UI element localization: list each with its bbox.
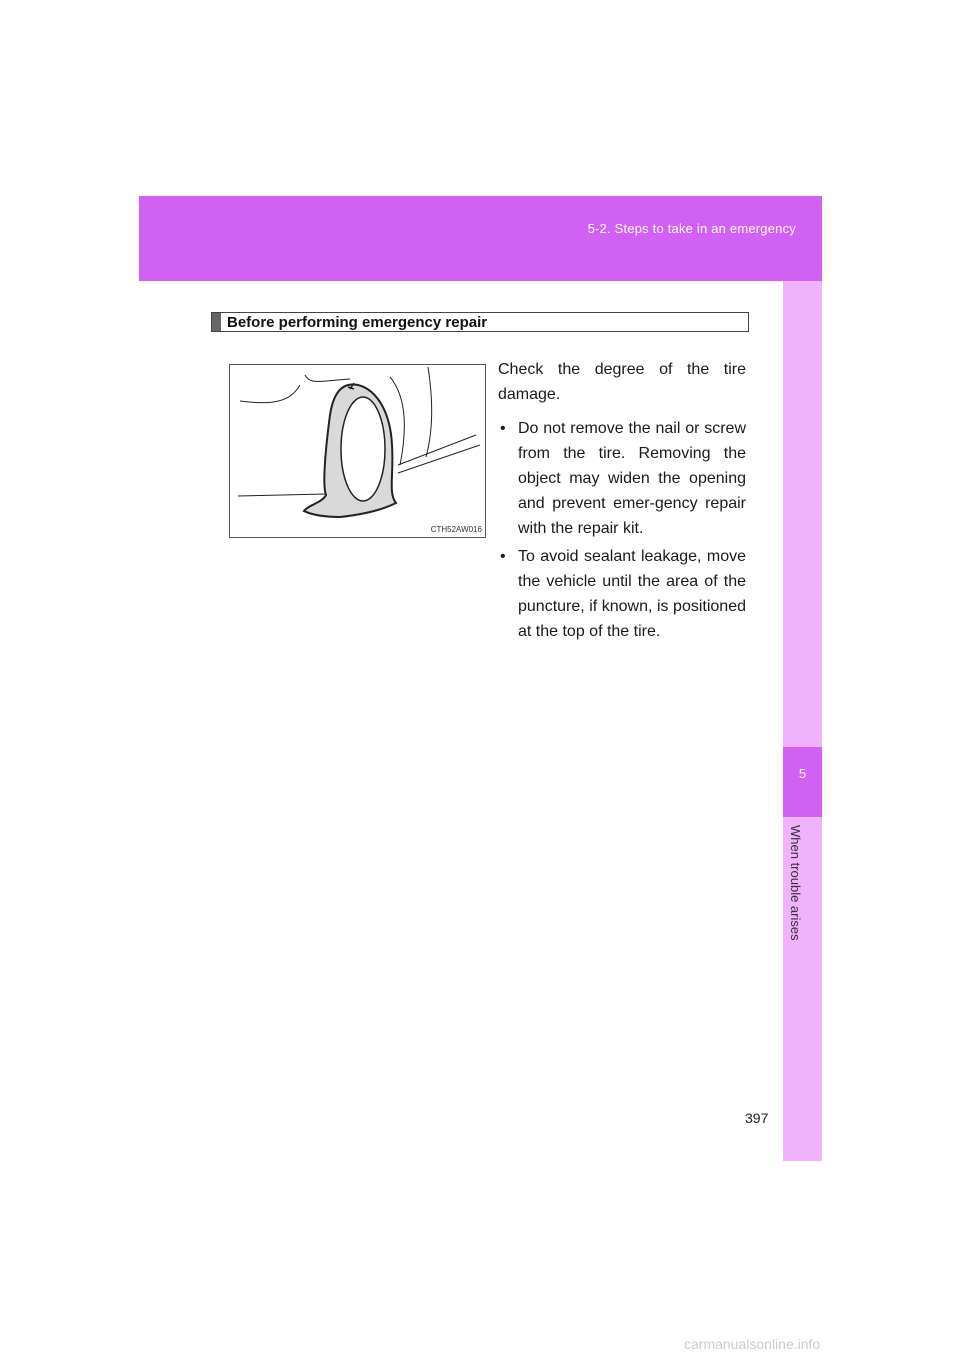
chapter-tab [783, 747, 822, 817]
section-heading-text: Before performing emergency repair [227, 313, 488, 331]
page-number: 397 [745, 1110, 769, 1126]
heading-marker [212, 313, 221, 331]
list-item: • Do not remove the nail or screw from the tire. Removing the object may widen the opening and prevent emer-gency repair with the repair kit. [498, 416, 746, 541]
breadcrumb: 5-2. Steps to take in an emergency [587, 221, 796, 236]
watermark: carmanualsonline.info [684, 1336, 821, 1352]
tire-puncture-icon [230, 365, 485, 537]
header-band [139, 196, 822, 281]
figure-code: CTH52AW016 [430, 525, 482, 534]
chapter-title: When trouble arises [788, 825, 803, 941]
chapter-number: 5 [798, 766, 807, 781]
intro-paragraph: Check the degree of the tire damage. [498, 361, 746, 403]
list-item: • To avoid sealant leakage, move the vehicle until the area of the puncture, if known, is positioned at the top of the tire. [498, 544, 746, 644]
body-text [498, 357, 746, 647]
bullet-list [498, 416, 746, 644]
side-tab [783, 281, 822, 1161]
tire-illustration [229, 364, 486, 538]
section-heading [211, 312, 749, 332]
